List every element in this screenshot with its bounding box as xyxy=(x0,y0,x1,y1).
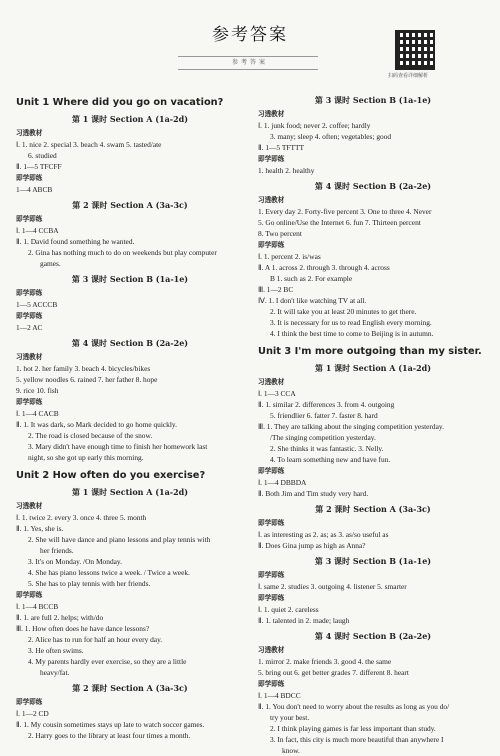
answer-line: 1. Every day 2. Forty-five percent 3. One to three 4. Never xyxy=(258,207,432,216)
section-label: 习透教材 xyxy=(258,110,285,118)
answer-line: heavy/fat. xyxy=(40,668,70,677)
answer-line: 5. She has to play tennis with her friends. xyxy=(28,579,151,588)
answer-line: Ⅰ. 1. quiet 2. careless xyxy=(258,605,319,614)
answer-line: 2. She will have dance and piano lessons and play tennis with xyxy=(28,535,211,544)
answer-line: 4. I think the best time to come to Beijing is in autumn. xyxy=(270,329,434,338)
lesson-title: 第 2 课时 Section A (3a-3c) xyxy=(72,683,188,693)
answer-line: B 1. such as 2. For example xyxy=(270,274,353,283)
answer-line: know. xyxy=(282,746,300,755)
answer-line: 6. studied xyxy=(28,151,57,160)
answer-line: Ⅰ. 1—4 CCBA xyxy=(16,226,59,235)
lesson-title: 第 3 课时 Section B (1a-1e) xyxy=(314,556,432,566)
section-label: 即学即练 xyxy=(258,594,285,602)
section-label: 即学即练 xyxy=(258,519,285,527)
answer-line: 3. many; sleep 4. often; vegetables; good xyxy=(270,132,392,141)
answer-line: 5. bring out 6. get better grades 7. different 8. heart xyxy=(258,668,409,677)
answer-line: Ⅱ. 1. You don't need to worry about the results as long as you do/ xyxy=(258,702,450,711)
answer-line: Ⅱ. 1. are full 2. helps; with/do xyxy=(16,613,104,622)
qr-caption: 扫码查看详细解析 xyxy=(388,73,429,79)
answer-line: Ⅰ. 1. junk food; never 2. coffee; hardly xyxy=(258,121,371,130)
unit-title: Unit 3 I'm more outgoing than my sister. xyxy=(258,346,482,357)
left-column xyxy=(16,90,244,741)
answer-line: Ⅱ. 1. It was dark, so Mark decided to go home quickly. xyxy=(16,420,177,429)
answer-line: 5. friendlier 6. fatter 7. faster 8. hard xyxy=(270,411,378,420)
lesson-title: 第 3 课时 Section B (1a-1e) xyxy=(314,95,432,105)
answer-line: Ⅱ. 1—5 TFCFF xyxy=(16,162,62,171)
right-column xyxy=(258,90,488,756)
answer-line: 2. Gina has nothing much to do on weekends but play computer xyxy=(28,248,217,257)
lesson-title: 第 2 课时 Section A (3a-3c) xyxy=(315,504,431,514)
answer-line: 3. It's on Monday. /On Monday. xyxy=(28,557,122,566)
lesson-title: 第 4 课时 Section B (2a-2e) xyxy=(314,631,432,641)
answer-line: night, so she got up early this morning. xyxy=(28,453,144,462)
answer-line: Ⅰ. as interesting as 2. as; as 3. as/so useful as xyxy=(258,530,389,539)
answer-line: Ⅲ. 1. They are talking about the singing competition yesterday. xyxy=(258,422,444,431)
qr-code-icon[interactable] xyxy=(395,30,435,70)
answer-line: 2. She thinks it was fantastic. 3. Nelly. xyxy=(270,444,384,453)
answer-line: Ⅳ. 1. I don't like watching TV at all. xyxy=(258,296,367,305)
title-banner-text: 参考答案 xyxy=(231,59,268,66)
lesson-title: 第 4 课时 Section B (2a-2e) xyxy=(71,338,189,348)
answer-line: 1. mirror 2. make friends 3. good 4. the same xyxy=(258,657,392,666)
answer-line: 2. The road is closed because of the snow. xyxy=(28,431,153,440)
answer-line: /The singing competition yesterday. xyxy=(270,433,376,442)
lesson-title: 第 3 课时 Section B (1a-1e) xyxy=(71,274,189,284)
answer-line: 3. He often swims. xyxy=(28,646,84,655)
answer-line: Ⅱ. A 1. across 2. through 3. through 4. across xyxy=(258,263,390,272)
answer-line: Ⅱ. 1. My cousin sometimes stays up late to watch soccer games. xyxy=(16,720,205,729)
answer-line: Ⅱ. 1. Yes, she is. xyxy=(16,524,64,533)
answer-line: Ⅰ. 1—4 CACB xyxy=(16,409,59,418)
answer-line: Ⅱ. 1. David found something he wanted. xyxy=(16,237,135,246)
answer-line: 4. To learn something new and have fun. xyxy=(270,455,391,464)
answer-line: 2. Alice has to run for half an hour every day. xyxy=(28,635,163,644)
section-label: 习透教材 xyxy=(258,646,285,654)
answer-line: 1—2 AC xyxy=(16,323,43,332)
answer-line: try your best. xyxy=(270,713,310,722)
answer-line: 1. hot 2. her family 3. beach 4. bicycles/bikes xyxy=(16,364,151,373)
answer-line: Ⅱ. Does Gina jump as high as Anna? xyxy=(258,541,366,550)
answer-line: Ⅱ. 1. talented in 2. made; laugh xyxy=(258,616,350,625)
section-label: 习透教材 xyxy=(16,502,43,510)
answer-line: 5. Go online/Use the Internet 6. fun 7. Thirteen percent xyxy=(258,218,421,227)
unit-title: Unit 2 How often do you exercise? xyxy=(16,470,206,481)
section-label: 即学即练 xyxy=(258,241,285,249)
answer-line: her friends. xyxy=(40,546,74,555)
lesson-title: 第 4 课时 Section B (2a-2e) xyxy=(314,181,432,191)
section-label: 习透教材 xyxy=(16,129,43,137)
lesson-title: 第 1 课时 Section A (1a-2d) xyxy=(71,114,189,124)
answer-line: Ⅰ. 1. nice 2. special 3. beach 4. swam 5. tasted/ate xyxy=(16,140,162,149)
answer-line: 9. rice 10. fish xyxy=(16,386,59,395)
section-label: 即学即练 xyxy=(16,312,43,320)
answer-line: 2. It will take you at least 20 minutes to get there. xyxy=(270,307,417,316)
answer-line: 1. health 2. healthy xyxy=(258,166,315,175)
lesson-title: 第 1 课时 Section A (1a-2d) xyxy=(314,363,432,373)
answer-line: Ⅱ. 1—5 TFTTT xyxy=(258,143,304,152)
section-label: 即学即练 xyxy=(16,398,43,406)
answer-line: 5. yellow noodles 6. rained 7. her father 8. hope xyxy=(16,375,158,384)
answer-line: Ⅲ. 1—2 BC xyxy=(258,285,294,294)
answer-line: Ⅰ. 1. twice 2. every 3. once 4. three 5. month xyxy=(16,513,147,522)
answer-line: 3. It is necessary for us to read English every morning. xyxy=(270,318,432,327)
page-title: 参考答案 xyxy=(212,25,288,45)
section-label: 即学即练 xyxy=(258,155,285,163)
answer-line: Ⅰ. same 2. studies 3. outgoing 4. listener 5. smarter xyxy=(258,582,407,591)
answer-line: 2. Harry goes to the library at least four times a month. xyxy=(28,731,191,740)
answer-line: Ⅰ. 1—4 BDCC xyxy=(258,691,301,700)
answer-line: Ⅲ. 1. How often does he have dance lessons? xyxy=(16,624,150,633)
lesson-title: 第 1 课时 Section A (1a-2d) xyxy=(71,487,189,497)
unit-title: Unit 1 Where did you go on vacation? xyxy=(16,97,224,108)
section-label: 习透教材 xyxy=(258,378,285,386)
answer-line: Ⅰ. 1—2 CD xyxy=(16,709,49,718)
answer-line: 3. Mary didn't have enough time to finish her homework last xyxy=(28,442,208,451)
section-label: 即学即练 xyxy=(16,591,43,599)
answer-line: Ⅰ. 1. percent 2. is/was xyxy=(258,252,321,261)
answer-line: Ⅱ. 1. similar 2. differences 3. from 4. outgoing xyxy=(258,400,395,409)
answer-line: games. xyxy=(40,259,61,268)
section-label: 即学即练 xyxy=(16,289,43,297)
lesson-title: 第 2 课时 Section A (3a-3c) xyxy=(72,200,188,210)
section-label: 即学即练 xyxy=(258,467,285,475)
answer-line: 4. She has piano lessons twice a week. / Twice a week. xyxy=(28,568,190,577)
answer-line: Ⅰ. 1—4 BCCB xyxy=(16,602,59,611)
answer-line: Ⅰ. 1—3 CCA xyxy=(258,389,296,398)
section-label: 即学即练 xyxy=(16,698,43,706)
answer-line: 3. In fact, this city is much more beautiful than anywhere I xyxy=(270,735,444,744)
answer-line: Ⅱ. Both Jim and Tim study very hard. xyxy=(258,489,369,498)
answer-line: 2. I think playing games is far less important than study. xyxy=(270,724,436,733)
section-label: 习透教材 xyxy=(258,196,285,204)
section-label: 即学即练 xyxy=(16,215,43,223)
answer-line: Ⅰ. 1—4 DBBDA xyxy=(258,478,307,487)
section-label: 即学即练 xyxy=(258,680,285,688)
section-label: 即学即练 xyxy=(258,571,285,579)
answer-line: 1—4 ABCB xyxy=(16,185,53,194)
section-label: 即学即练 xyxy=(16,174,43,182)
answer-line: 8. Two percent xyxy=(258,229,302,238)
answer-line: 1—5 ACCCB xyxy=(16,300,58,309)
answer-line: 4. My parents hardly ever exercise, so they are a little xyxy=(28,657,187,666)
section-label: 习透教材 xyxy=(16,353,43,361)
